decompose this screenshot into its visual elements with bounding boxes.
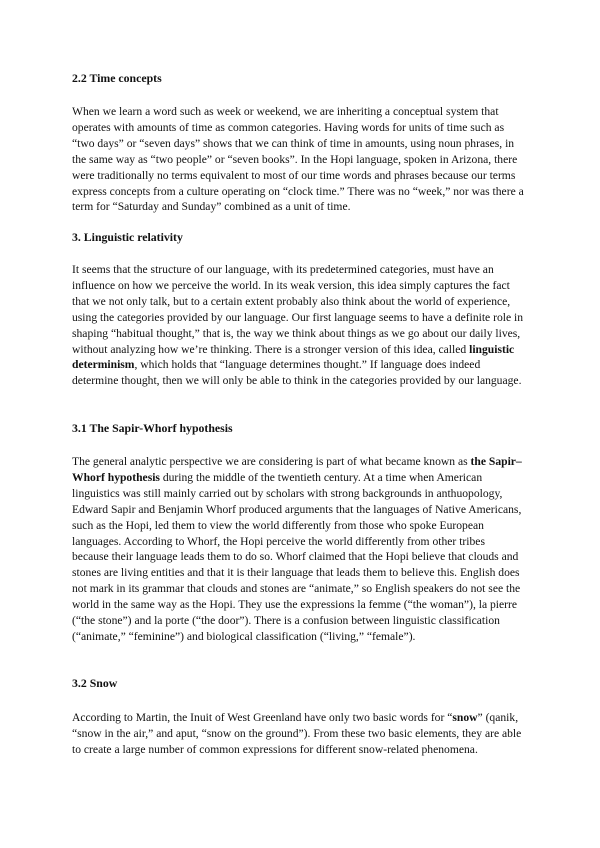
- text-run: during the middle of the twentieth century. At a time when American linguistics was still mainly carried out by scholars with strong backgrounds in anthuopology, Edward Sapir and Benjamin Whorf produced arguments that the languages of Native Americans, such as the Hopi, led them to view the world differently from those who spoke European languages. According to Whorf, the Hopi perceive the world differently from other tribes because their language leads them to do so. Whorf claimed that the Hopi believe that clouds and stones are living entities and that it is their language that leads them to believe this. English does not mark in its grammar that clouds and stones are “animate,” so English speakers do not see the world in the same way as the Hopi. They use the expressions la femme (“the woman”), la pierre (“the stone”) and la porte (“the door”). There is a confusion between linguistic classification (“animate,” “feminine”) and biological classification (“living,” “female”).: [72, 470, 522, 643]
- heading-linguistic-relativity: 3. Linguistic relativity: [72, 230, 183, 244]
- text-run: It seems that the structure of our language, with its predetermined categories, must have an influence on how we perceive the world. In its weak version, this idea simply captures the fact that we not only talk, but to a certain extent probably also think about the world of experience, using the categories provided by our language. Our first language seems to have a definite role in shaping “habitual thought,” that is, the way we think about things as we go about our daily lives, without analyzing how we’re thinking. There is a stronger version of this idea, called: [72, 263, 524, 356]
- heading-time-concepts: 2.2 Time concepts: [72, 71, 162, 85]
- text-run: When we learn a word such as week or weekend, we are inheriting a conceptual system that operates with amounts of time as common categories. Having words for units of time such as “two days” or “seven days” shows that we can think of time in amounts, using noun phrases, in the same way as “two people” or “seven books”. In the Hopi language, spoken in Arizona, there were traditionally no terms equivalent to most of our time words and phrases because our terms express concepts from a culture operating on “clock time.” There was no “week,” nor was there a term for “Saturday and Sunday” combined as a unit of time.: [72, 105, 524, 214]
- paragraph-snow: [72, 710, 524, 758]
- bold-term: linguistic determinism: [72, 342, 515, 372]
- heading-sapir-whorf: 3.1 The Sapir-Whorf hypothesis: [72, 421, 233, 435]
- text-run: The general analytic perspective we are considering is part of what became known as: [72, 455, 471, 468]
- paragraph-time-concepts: [72, 104, 524, 215]
- heading-snow: 3.2 Snow: [72, 676, 118, 690]
- text-run: , which holds that “language determines thought.” If language does indeed determine thought, then we will only be able to think in the categories provided by our language.: [72, 358, 522, 388]
- bold-term: the Sapir–Whorf hypothesis: [72, 455, 522, 484]
- bold-term: snow: [452, 711, 478, 724]
- text-run: According to Martin, the Inuit of West Greenland have only two basic words for “: [72, 711, 453, 724]
- paragraph-sapir-whorf: [72, 454, 524, 645]
- paragraph-linguistic-relativity: [72, 262, 524, 389]
- text-run: ” (qanik, “snow in the air,” and aput, “snow on the ground”). From these two basic elements, they are able to create a large number of common expressions for different snow-related phenomena.: [72, 711, 522, 756]
